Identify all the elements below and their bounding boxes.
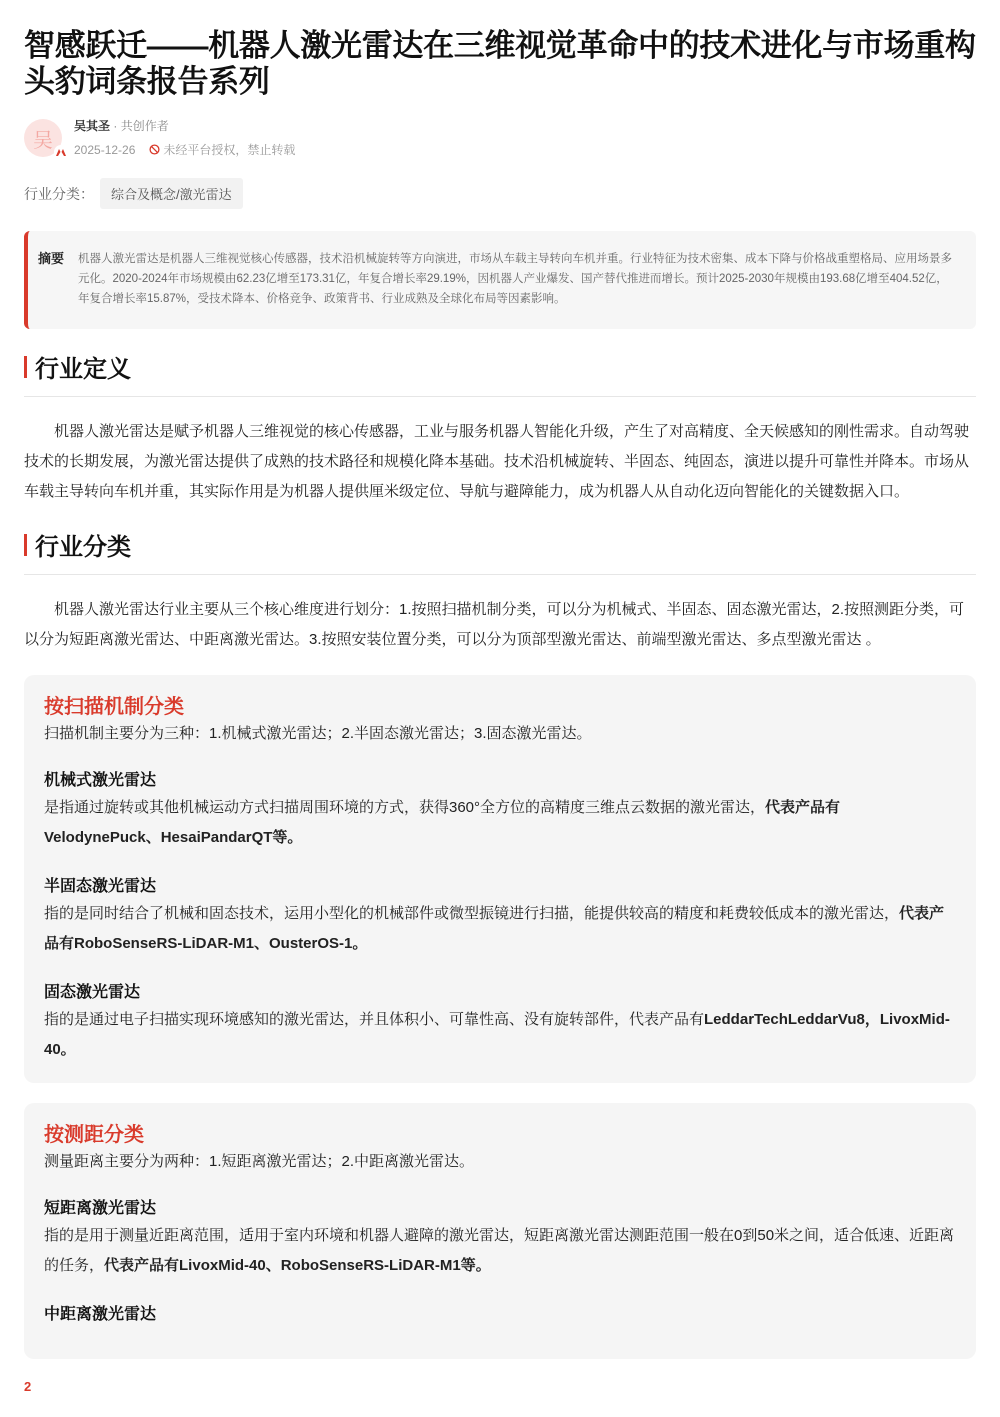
abstract-text: 机器人激光雷达是机器人三维视觉核心传感器，技术沿机械旋转等方向演进，市场从车载主导转向车机并重。行业特征为技术密集、成本下降与价格战重塑格局、应用场景多元化。2020-2024年市场规模由62.23亿增至173.31亿，年复合增长率29.19%，因机器人产业爆发、国产替代推进而增长。预计2025-2030年规模由193.68亿增至404.52亿，年复合增长率15.87%，受技术降本、价格竞争、政策背书、行业成熟及全球化布局等因素影响。 <box>78 253 952 305</box>
subsection-text: 指的是用于测量近距离范围，适用于室内环境和机器人避障的激光雷达，短距离激光雷达测距范围一般在0到50米之间，适合低速、近距离的任务，代表产品有LivoxMid-40、RoboSenseRS-LiDAR-M1等。 <box>44 1227 955 1274</box>
classification-paragraph: 机器人激光雷达行业主要从三个核心维度进行划分：1.按照扫描机制分类，可以分为机械式、半固态、固态激光雷达，2.按照测距分类，可以分为短距离激光雷达、中距离激光雷达。3.按照安装位置分类，可以分为顶部型激光雷达、前端型激光雷达、多点型激光雷达 。 <box>24 601 965 648</box>
abstract-label: 摘要 <box>38 251 65 266</box>
section-classification-title: 行业分类 <box>35 534 131 561</box>
scan-mechanism-card <box>24 675 976 1083</box>
industry-tag[interactable]: 综合及概念/激光雷达 <box>100 178 243 209</box>
subsection-text: 指的是同时结合了机械和固态技术，运用小型化的机械部件或微型振镜进行扫描，能提供较高的精度和耗费较低成本的激光雷达，代表产品有RoboSenseRS-LiDAR-M1、OusterOS-1。 <box>44 905 945 952</box>
avatar-initial: 吴 <box>33 129 53 152</box>
page-number: 2 <box>24 1379 32 1394</box>
page-title: 智感跃迁——机器人激光雷达在三维视觉革命中的技术进化与市场重构 头豹词条报告系列 <box>24 28 976 99</box>
industry-category <box>24 178 976 209</box>
copyright-notice <box>149 141 295 158</box>
card-subsection <box>44 1303 956 1327</box>
author-block <box>24 117 976 158</box>
card-intro: 测量距离主要分为两种：1.短距离激光雷达；2.中距离激光雷达。 <box>44 1153 475 1170</box>
abstract-box <box>24 231 976 329</box>
verified-badge-icon <box>54 145 68 159</box>
range-card <box>24 1103 976 1359</box>
forbidden-icon <box>149 144 160 155</box>
card-subsection <box>44 875 956 959</box>
card-title: 按测距分类 <box>44 1124 144 1146</box>
copyright-text: 未经平台授权，禁止转载 <box>163 143 296 157</box>
subsection-title: 中距离激光雷达 <box>44 1306 157 1323</box>
subsection-title: 半固态激光雷达 <box>44 878 157 895</box>
section-definition-title: 行业定义 <box>35 356 131 383</box>
industry-label: 行业分类： <box>24 185 94 202</box>
card-subsection <box>44 1197 956 1281</box>
subsection-text: 是指通过旋转或其他机械运动方式扫描周围环境的方式，获得360°全方位的高精度三维点云数据的激光雷达，代表产品有VelodynePuck、HesaiPandarQT等。 <box>44 799 841 846</box>
card-intro: 扫描机制主要分为三种：1.机械式激光雷达；2.半固态激光雷达；3.固态激光雷达。 <box>44 725 592 742</box>
author-name[interactable]: 吴其圣 <box>74 119 111 133</box>
subsection-text: 指的是通过电子扫描实现环境感知的激光雷达，并且体积小、可靠性高、没有旋转部件，代表产品有LeddarTechLeddarVu8，LivoxMid-40。 <box>44 1011 950 1058</box>
publish-date: 2025-12-26 <box>74 142 136 157</box>
definition-paragraph: 机器人激光雷达是赋予机器人三维视觉的核心传感器，工业与服务机器人智能化升级，产生了对高精度、全天候感知的刚性需求。自动驾驶技术的长期发展，为激光雷达提供了成熟的技术路径和规模化降本基础。技术沿机械旋转、半固态、纯固态，演进以提升可靠性并降本。市场从车载主导转向车机并重，其实际作用是为机器人提供厘米级定位、导航与避障能力，成为机器人从自动化迈向智能化的关键数据入口。 <box>24 423 970 500</box>
section-accent-bar <box>24 534 27 556</box>
section-definition-header <box>24 349 976 397</box>
subsection-title: 机械式激光雷达 <box>44 772 157 789</box>
author-role: · 共创作者 <box>113 119 169 133</box>
subsection-title: 短距离激光雷达 <box>44 1200 157 1217</box>
section-classification-header <box>24 527 976 575</box>
card-subsection <box>44 769 956 853</box>
section-accent-bar <box>24 356 27 378</box>
card-subsection <box>44 981 956 1065</box>
subsection-title: 固态激光雷达 <box>44 984 141 1001</box>
report-page <box>24 28 976 1359</box>
avatar[interactable] <box>24 119 62 157</box>
card-title: 按扫描机制分类 <box>44 696 184 718</box>
